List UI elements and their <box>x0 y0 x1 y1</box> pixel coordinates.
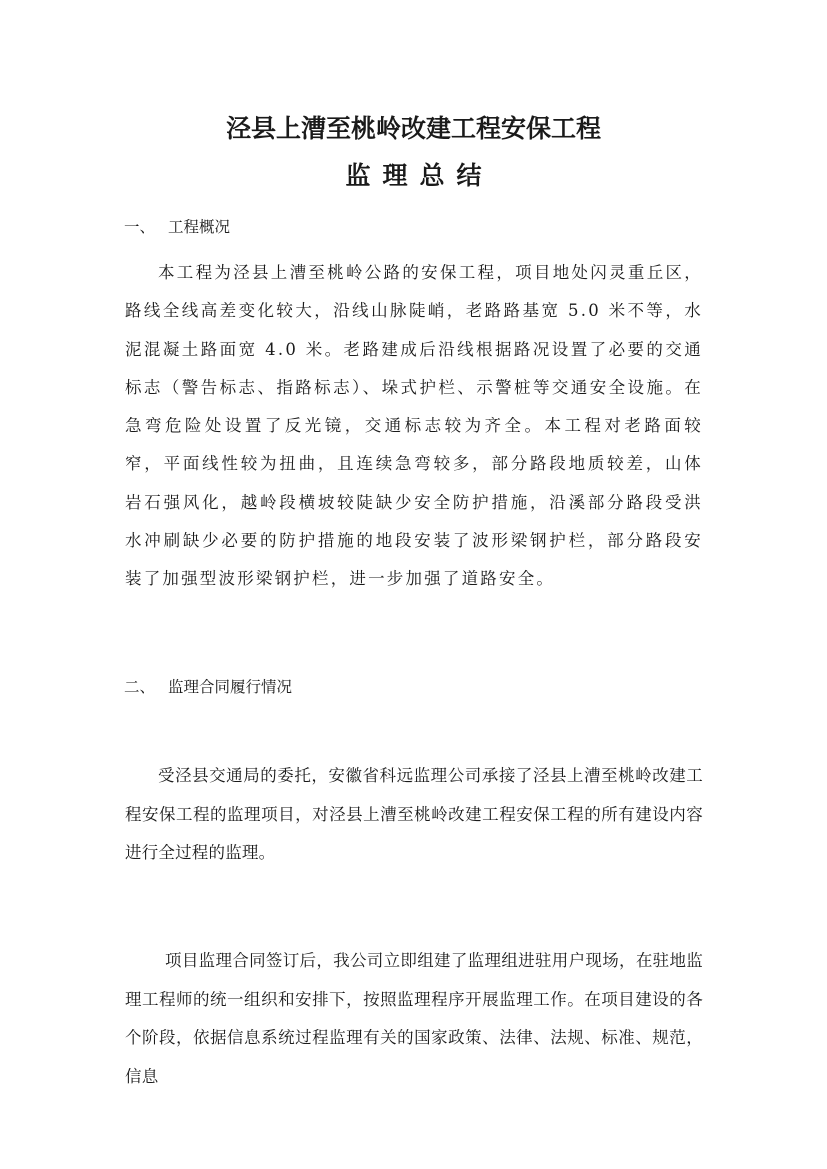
section-heading-overview <box>124 216 230 238</box>
section-heading-text: 监理合同履行情况 <box>168 678 293 696</box>
document-title: 泾县上漕至桃岭改建工程安保工程 <box>225 114 601 143</box>
section-number: 一、 <box>124 218 156 236</box>
contract-paragraph-1: 受泾县交通局的委托，安徽省科远监理公司承接了泾县上漕至桃岭改建工程安保工程的监理项目，对泾县上漕至桃岭改建工程安保工程的所有建设内容进行全过程的监理。 <box>125 766 703 862</box>
section-heading-contract <box>124 676 292 698</box>
contract-paragraph-2: 项目监理合同签订后，我公司立即组建了监理组进驻用户现场，在驻地监理工程师的统一组织和安排下，按照监理程序开展监理工作。在项目建设的各个阶段，依据信息系统过程监理有关的国家政策、法律、法规、标准、规范，信息 <box>125 951 703 1086</box>
overview-paragraph: 本工程为泾县上漕至桃岭公路的安保工程，项目地处闪灵重丘区，路线全线高差变化较大，沿线山脉陡峭，老路路基宽 5.0 米不等，水泥混凝土路面宽 4.0 米。老路建成后沿线根据路况设置了必要的交通标志（警告标志、指路标志）、垛式护栏、示警桩等交通安全设施。在急弯危险处设置了反光镜，交通标志较为齐全。本工程对老路面较窄，平面线性较为扭曲，且连续急弯较多，部分路段地质较差，山体岩石强风化，越岭段横坡较陡缺少安全防护措施，沿溪部分路段受洪水冲刷缺少必要的防护措施的地段安装了波形梁钢护栏，部分路段安装了加强型波形梁钢护栏，进一步加强了道路安全。 <box>125 263 703 589</box>
section-number: 二、 <box>124 678 156 696</box>
document-subtitle: 监理总结 <box>345 161 494 190</box>
section-heading-text: 工程概况 <box>168 218 231 236</box>
